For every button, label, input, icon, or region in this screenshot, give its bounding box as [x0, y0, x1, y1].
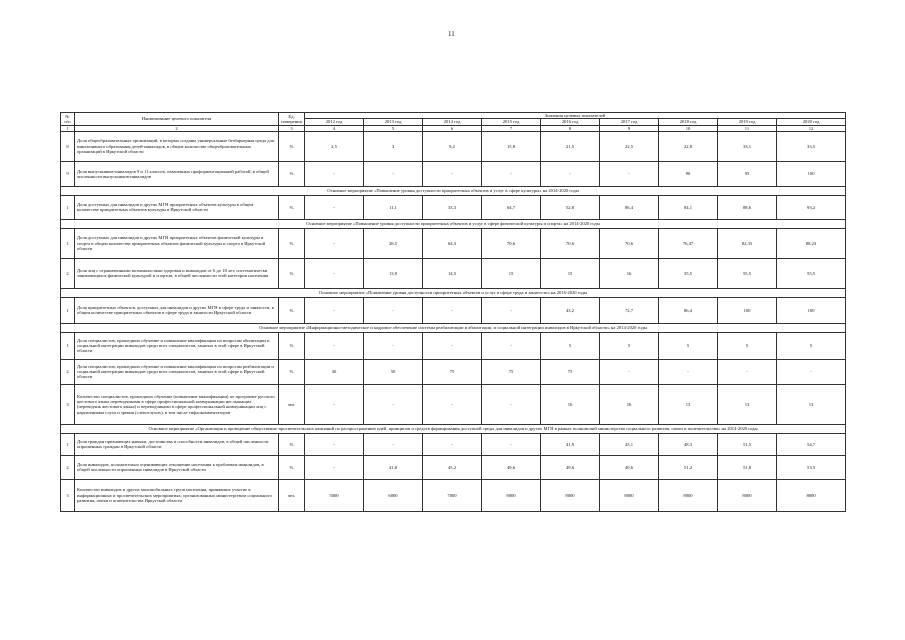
value-cell: 13 — [777, 384, 846, 424]
value-cell: 15 — [482, 258, 541, 288]
value-cell: 49,6 — [482, 455, 541, 479]
row-number: 1 — [61, 433, 75, 455]
value-cell: 9,2 — [423, 131, 482, 161]
value-cell: 8000 — [600, 479, 659, 511]
unit-cell: % — [279, 297, 305, 323]
row-number: 3 — [61, 384, 75, 424]
value-cell: - — [718, 359, 777, 384]
value-cell: 11,1 — [364, 195, 423, 219]
value-cell: 50 — [364, 359, 423, 384]
unit-cell: % — [279, 161, 305, 186]
row-number: 2 — [61, 258, 75, 288]
indicator-name: Доля приоритетных объектов, доступных для инвалидов и других МГН в сфере труда и занятости, в общем количестве приоритетных объектов в сфере труда и занятости Иркутской области — [75, 297, 279, 323]
indicator-name: Доля специалистов, прошедших обучение и повышение квалификации по вопросам реабилитации и социальной интеграции инвалидов среди всех специалистов, занятых в этой сфере в Иркутской области — [75, 359, 279, 384]
value-cell: - — [305, 297, 364, 323]
value-cell: 100 — [718, 297, 777, 323]
value-cell: 6000 — [364, 479, 423, 511]
value-cell: 15,8 — [482, 131, 541, 161]
header-year: 2019 год — [718, 119, 777, 125]
value-cell: 88,23 — [777, 228, 846, 258]
header-year: 2012 год — [305, 119, 364, 125]
value-cell: 8000 — [659, 479, 718, 511]
value-cell: - — [364, 384, 423, 424]
row-number: 1 — [61, 228, 75, 258]
value-cell: - — [482, 433, 541, 455]
section-title: Основное мероприятие «Повышение уровня доступности приоритетных объектов и услуг в сфере труда и занятости» на 2016-2020 годы — [61, 288, 846, 297]
value-cell: - — [364, 297, 423, 323]
section-row — [61, 219, 846, 228]
header-year: 2016 год — [541, 119, 600, 125]
value-cell: 64,3 — [423, 228, 482, 258]
value-cell: 35,5 — [659, 258, 718, 288]
section-title: Основное мероприятие «Информационно-методическое и кадровое обеспечение системы реабилитации и абилитации, и социальной интеграции инвалидов в Иркутской области» на 2014-2020 годы — [61, 323, 846, 332]
value-cell: 41,8 — [364, 455, 423, 479]
table-row — [61, 332, 846, 359]
value-cell: 90 — [659, 161, 718, 186]
column-number: 5 — [364, 125, 423, 131]
value-cell: 5 — [718, 332, 777, 359]
value-cell: - — [305, 258, 364, 288]
column-number: 11 — [718, 125, 777, 131]
table-row — [61, 131, 846, 161]
header-name: Наименование целевого показателя — [75, 113, 279, 126]
section-title: Основное мероприятие «Повышение уровня доступности приоритетных объектов и услуг в сфере физической культуры и спорта» на 2014-2020 годы — [61, 219, 846, 228]
table-row — [61, 384, 846, 424]
value-cell: 5 — [777, 332, 846, 359]
value-cell: 13 — [718, 384, 777, 424]
column-number: 8 — [541, 125, 600, 131]
value-cell: 16 — [600, 384, 659, 424]
value-cell: 5 — [659, 332, 718, 359]
value-cell: 100 — [777, 297, 846, 323]
value-cell: 5 — [600, 332, 659, 359]
column-number: 12 — [777, 125, 846, 131]
value-cell: 51,2 — [659, 455, 718, 479]
value-cell: 75 — [423, 359, 482, 384]
value-cell: - — [482, 384, 541, 424]
value-cell: 5000 — [305, 479, 364, 511]
value-cell: - — [423, 297, 482, 323]
table-body — [61, 131, 846, 511]
value-cell: 8000 — [718, 479, 777, 511]
value-cell: 48,3 — [659, 433, 718, 455]
row-number: 1 — [61, 297, 75, 323]
indicator-name: Доля выпускников-инвалидов 9 и 11 классов, охваченных профориентационной работой, в общей численности выпускников-инвалидов — [75, 161, 279, 186]
value-cell: - — [364, 433, 423, 455]
row-number: 2 — [61, 359, 75, 384]
target-indicators-table — [60, 112, 846, 512]
indicator-name: Доля доступных для инвалидов и других МГН приоритетных объектов культуры в общем количестве приоритетных объектов культуры в Иркутской области — [75, 195, 279, 219]
value-cell: 55,5 — [718, 258, 777, 288]
table-row — [61, 258, 846, 288]
column-number: 9 — [600, 125, 659, 131]
value-cell: - — [305, 161, 364, 186]
row-number: 8 — [61, 131, 75, 161]
value-cell: 22,8 — [659, 131, 718, 161]
value-cell: - — [305, 455, 364, 479]
value-cell: 54,7 — [777, 433, 846, 455]
value-cell: 16 — [541, 384, 600, 424]
value-cell: - — [305, 384, 364, 424]
table-row — [61, 161, 846, 186]
value-cell: 41,9 — [541, 433, 600, 455]
section-row — [61, 288, 846, 297]
indicator-name: Доля лиц с ограниченными возможностями здоровья и инвалидов от 6 до 18 лет, систематически занимающихся физической культурой и спортом, в общей численности этой категории населения — [75, 258, 279, 288]
row-number: 9 — [61, 161, 75, 186]
unit-cell: % — [279, 258, 305, 288]
value-cell: 70,6 — [482, 228, 541, 258]
section-row — [61, 323, 846, 332]
row-number: 3 — [61, 479, 75, 511]
value-cell: - — [305, 433, 364, 455]
value-cell: 93,2 — [777, 195, 846, 219]
value-cell: 30 — [305, 359, 364, 384]
value-cell: 70,6 — [541, 228, 600, 258]
value-cell: - — [364, 161, 423, 186]
value-cell: 84,1 — [659, 195, 718, 219]
value-cell: - — [423, 433, 482, 455]
value-cell: 49,6 — [541, 455, 600, 479]
column-number: 2 — [75, 125, 279, 131]
indicator-name: Доля специалистов, прошедших обучение и повышение квалификации по вопросам абилитации и социальной интеграции инвалидов среди всех специалистов, занятых в этой сфере в Иркутской области — [75, 332, 279, 359]
table-row — [61, 228, 846, 258]
value-cell: 86,4 — [600, 195, 659, 219]
value-cell: 52,8 — [541, 195, 600, 219]
value-cell: 13,9 — [364, 258, 423, 288]
header-year: 2018 год — [659, 119, 718, 125]
value-cell: 8000 — [482, 479, 541, 511]
section-title: Основное мероприятие «Организация и проведение общественно-просветительских кампаний по распространению идей, принципов и средств формирования доступной среды для инвалидов и других МГН в рамках полномочий министерства социального развития, опеки и попечительства» на 2014-2020 годы — [61, 424, 846, 433]
value-cell: 53,5 — [777, 455, 846, 479]
row-number: 2 — [61, 455, 75, 479]
header-values: Значения целевых показателей — [305, 113, 846, 119]
value-cell: - — [600, 161, 659, 186]
column-number: 4 — [305, 125, 364, 131]
value-cell: - — [482, 332, 541, 359]
value-cell: 51,8 — [718, 455, 777, 479]
value-cell: 86,4 — [659, 297, 718, 323]
value-cell: - — [659, 359, 718, 384]
header-year: 2020 год — [777, 119, 846, 125]
page-number: 11 — [448, 30, 455, 38]
column-number: 3 — [279, 125, 305, 131]
value-cell: 70,6 — [600, 228, 659, 258]
value-cell: - — [423, 332, 482, 359]
indicator-name: Количество специалистов, прошедших обучение (повышение квалификации) по программе русского жестового языка переводчиками в сфере профессиональной коммуникации неслышащих (переводчик жестового языка) и переводчиками в сфере профессиональной коммуникации лиц с нарушениями слуха и зрения (слепоглухих), в том числе тифлокомментаторов — [75, 384, 279, 424]
value-cell: 55,5 — [777, 258, 846, 288]
value-cell: 5 — [541, 332, 600, 359]
indicator-name: Доля инвалидов, положительно оценивающих отношение населения к проблемам инвалидов, в общей численности опрошенных инвалидов в Иркутской области — [75, 455, 279, 479]
value-cell: 76,47 — [659, 228, 718, 258]
value-cell: - — [305, 195, 364, 219]
value-cell: 100 — [777, 161, 846, 186]
column-number: 7 — [482, 125, 541, 131]
value-cell: - — [364, 332, 423, 359]
section-row — [61, 186, 846, 195]
value-cell: 64,7 — [482, 195, 541, 219]
value-cell: 75 — [482, 359, 541, 384]
section-title: Основное мероприятие «Повышение уровня доступности приоритетных объектов и услуг в сфере культуры» на 2014-2020 годы — [61, 186, 846, 195]
value-cell: 7000 — [423, 479, 482, 511]
header-year: 2015 год — [482, 119, 541, 125]
value-cell: 49,6 — [600, 455, 659, 479]
value-cell: 95 — [718, 161, 777, 186]
indicator-name: Доля общеобразовательных организаций, в которых созданы универсальные безбарьерная среда для инклюзивного образования детей-инвалидов, в общем количестве общеобразовательных организаций в Иркутской области — [75, 131, 279, 161]
section-row — [61, 424, 846, 433]
value-cell: 8000 — [777, 479, 846, 511]
row-number: 1 — [61, 195, 75, 219]
table-row — [61, 297, 846, 323]
header-unit: Ед. измерения — [279, 113, 305, 126]
value-cell: - — [423, 384, 482, 424]
unit-cell: % — [279, 131, 305, 161]
unit-cell: % — [279, 195, 305, 219]
value-cell: 21,5 — [541, 131, 600, 161]
value-cell: - — [482, 297, 541, 323]
indicator-name: Количество инвалидов и других маломобильных групп населения, принявших участие в информационных и просветительских мероприятиях, организованных министерством социального развития, опеки и попечительства Иркутской области — [75, 479, 279, 511]
header-year: 2013 год — [364, 119, 423, 125]
value-cell: - — [482, 161, 541, 186]
value-cell: 75 — [541, 359, 600, 384]
column-number: 6 — [423, 125, 482, 131]
value-cell: 16 — [600, 258, 659, 288]
unit-cell: % — [279, 359, 305, 384]
value-cell: 15 — [541, 258, 600, 288]
value-cell: 33,5 — [777, 131, 846, 161]
value-cell: 88,6 — [718, 195, 777, 219]
table-row — [61, 195, 846, 219]
unit-cell: % — [279, 433, 305, 455]
value-cell: 82,35 — [718, 228, 777, 258]
unit-cell: % — [279, 332, 305, 359]
value-cell: 33,1 — [718, 131, 777, 161]
header-num: № п/п — [61, 113, 75, 126]
value-cell: 51,5 — [718, 433, 777, 455]
value-cell: - — [777, 359, 846, 384]
column-number: 10 — [659, 125, 718, 131]
table-row — [61, 359, 846, 384]
value-cell: 2,5 — [305, 131, 364, 161]
value-cell: - — [423, 161, 482, 186]
table-row — [61, 433, 846, 455]
value-cell: - — [305, 228, 364, 258]
unit-cell: % — [279, 228, 305, 258]
header-year: 2014 год — [423, 119, 482, 125]
table-row — [61, 479, 846, 511]
value-cell: 43,2 — [541, 297, 600, 323]
value-cell: 14,5 — [423, 258, 482, 288]
value-cell: 28,5 — [364, 228, 423, 258]
indicator-name: Доля доступных для инвалидов и других МГН приоритетных объектов физической культуры и спорта в общем количестве приоритетных объектов физической культуры и спорта в Иркутской области — [75, 228, 279, 258]
unit-cell: чел. — [279, 384, 305, 424]
value-cell: 45,2 — [423, 455, 482, 479]
unit-cell: % — [279, 455, 305, 479]
value-cell: 22,5 — [600, 131, 659, 161]
unit-cell: чел. — [279, 479, 305, 511]
value-cell: - — [541, 161, 600, 186]
row-number: 1 — [61, 332, 75, 359]
value-cell: 43,1 — [600, 433, 659, 455]
value-cell: 33,3 — [423, 195, 482, 219]
column-number: 1 — [61, 125, 75, 131]
value-cell: 3 — [364, 131, 423, 161]
value-cell: 72,7 — [600, 297, 659, 323]
value-cell: - — [600, 359, 659, 384]
value-cell: 8000 — [541, 479, 600, 511]
value-cell: 13 — [659, 384, 718, 424]
header-year: 2017 год — [600, 119, 659, 125]
indicator-name: Доля граждан признающих навыки, достоинства и способности инвалидов, в общей численности опрошенных граждан в Иркутской области — [75, 433, 279, 455]
value-cell: - — [305, 332, 364, 359]
table-row — [61, 455, 846, 479]
